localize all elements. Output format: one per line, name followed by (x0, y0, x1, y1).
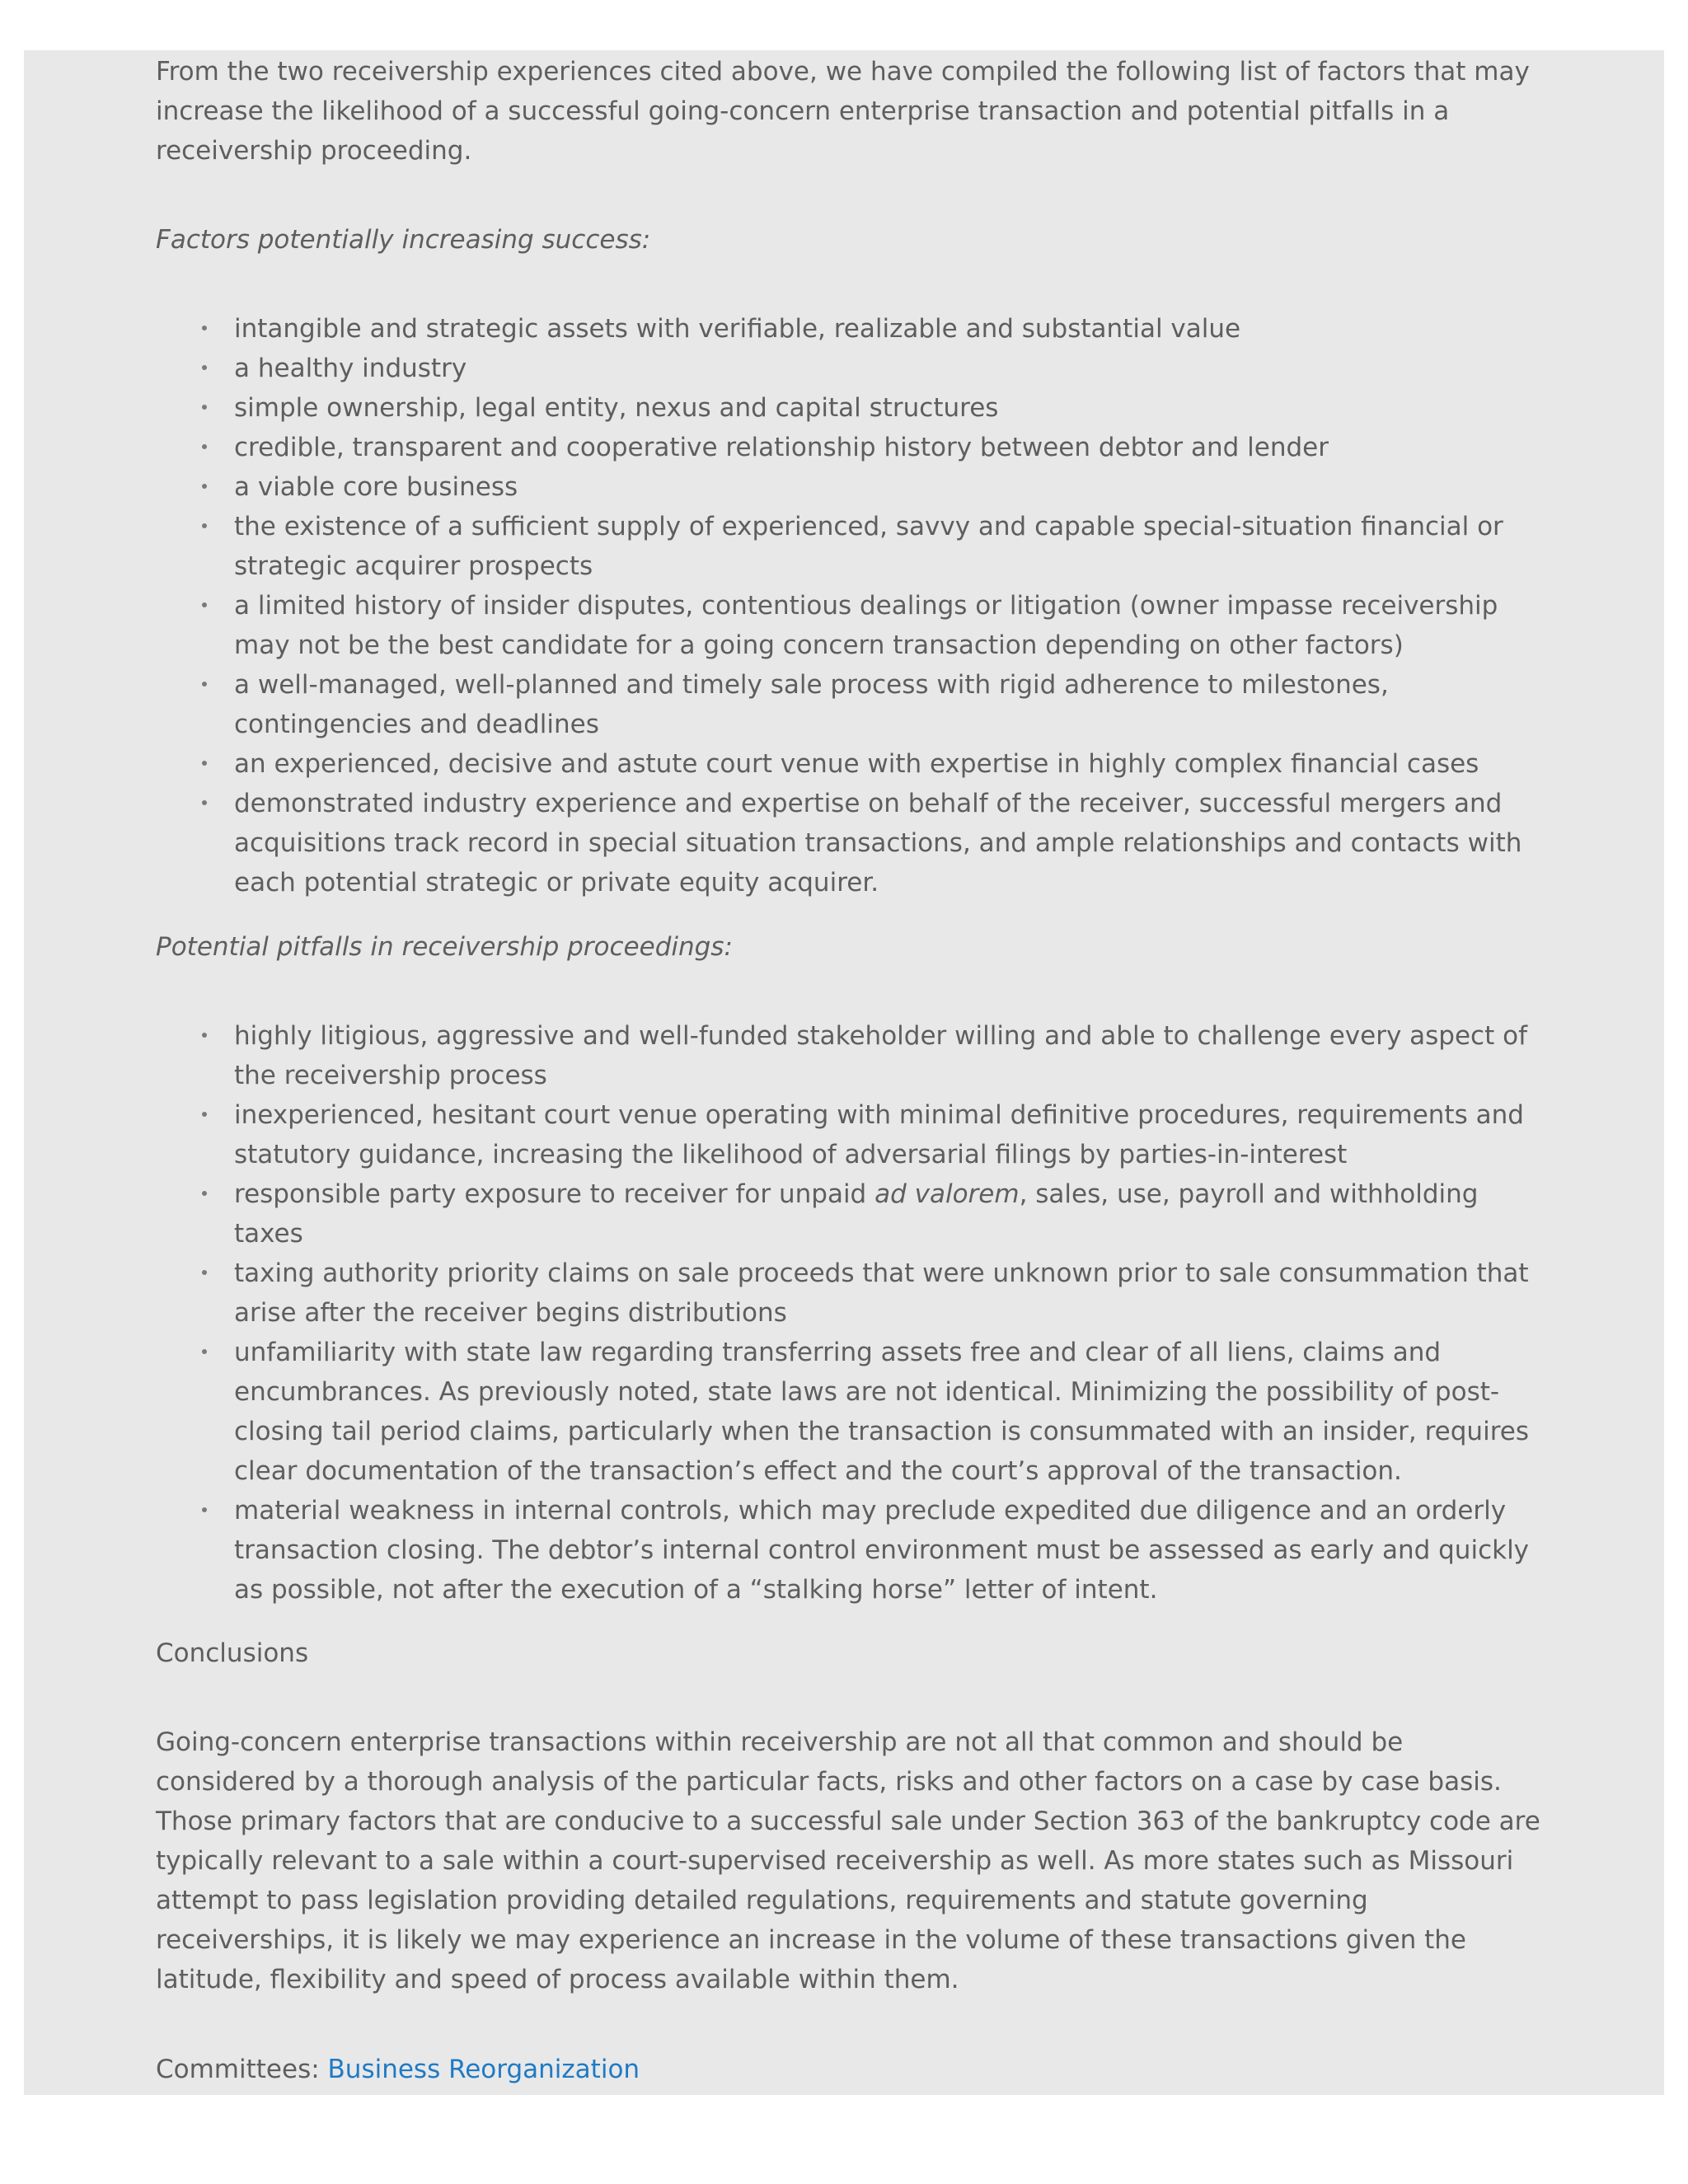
list-item: the existence of a sufficient supply of experienced, savvy and capable special-situation financial or strategic acquirer prospects (234, 507, 1540, 586)
bullet-icon (202, 523, 207, 528)
conclusions-heading: Conclusions (156, 1638, 309, 1668)
bullet-icon (202, 484, 207, 489)
article-body (156, 50, 1540, 2089)
bullet-icon (202, 1507, 207, 1512)
bullet-icon (202, 602, 207, 607)
bullet-icon (202, 365, 207, 370)
factors-list (156, 309, 1540, 902)
bullet-icon (202, 1191, 207, 1196)
committees-line (156, 2050, 1540, 2089)
list-item: a limited history of insider disputes, contentious dealings or litigation (owner impasse receivership may not be the best candidate for a going concern transaction depending on other factors) (234, 586, 1540, 665)
bullet-icon (202, 761, 207, 766)
pitfalls-heading: Potential pitfalls in receivership proceedings: (156, 932, 733, 962)
bullet-icon (202, 1349, 207, 1354)
factors-heading: Factors potentially increasing success: (156, 225, 651, 255)
bullet-icon (202, 1112, 207, 1117)
bullet-icon (202, 1033, 207, 1038)
list-item: unfamiliarity with state law regarding transferring assets free and clear of all liens, claims and encumbrances. As previously noted, state laws are not identical. Minimizing the possibility of post-closing tail period claims, particularly when the transaction is consummated with an insider, requires clear documentation of the transaction’s effect and the court’s approval of the transaction. (234, 1333, 1540, 1491)
list-item: a healthy industry (234, 349, 1540, 388)
emphasis-text: ad valorem (874, 1179, 1020, 1209)
committee-link-business-reorganization[interactable]: Business Reorganization (327, 2055, 640, 2084)
list-item: credible, transparent and cooperative relationship history between debtor and lender (234, 428, 1540, 467)
list-item: highly litigious, aggressive and well-funded stakeholder willing and able to challenge every aspect of the receivership process (234, 1016, 1540, 1095)
list-item: responsible party exposure to receiver for unpaid ad valorem, sales, use, payroll and withholding taxes (234, 1174, 1540, 1254)
list-item: demonstrated industry experience and expertise on behalf of the receiver, successful mergers and acquisitions track record in special situation transactions, and ample relationships and contacts with each potential strategic or private equity acquirer. (234, 784, 1540, 902)
list-item: taxing authority priority claims on sale proceeds that were unknown prior to sale consummation that arise after the receiver begins distributions (234, 1254, 1540, 1333)
list-item: material weakness in internal controls, which may preclude expedited due diligence and an orderly transaction closing. The debtor’s internal control environment must be assessed as early and quickly as possible, not after the execution of a “stalking horse” letter of intent. (234, 1491, 1540, 1610)
list-item: a well-managed, well-planned and timely sale process with rigid adherence to milestones, contingencies and deadlines (234, 665, 1540, 744)
list-item: inexperienced, hesitant court venue operating with minimal definitive procedures, requirements and statutory guidance, increasing the likelihood of adversarial filings by parties-in-interest (234, 1095, 1540, 1174)
intro-paragraph: From the two receivership experiences cited above, we have compiled the following list of factors that may increase the likelihood of a successful going-concern enterprise transaction and potential pitfalls in a receivership proceeding. (156, 57, 1530, 166)
list-item: an experienced, decisive and astute court venue with expertise in highly complex financial cases (234, 744, 1540, 784)
bullet-icon (202, 682, 207, 687)
pitfalls-list (156, 1016, 1540, 1610)
bullet-icon (202, 800, 207, 805)
list-item: a viable core business (234, 467, 1540, 507)
bullet-icon (202, 1270, 207, 1275)
list-item: intangible and strategic assets with verifiable, realizable and substantial value (234, 309, 1540, 349)
bullet-icon (202, 326, 207, 330)
bullet-icon (202, 444, 207, 449)
conclusions-paragraph: Going-concern enterprise transactions within receivership are not all that common and should be considered by a thorough analysis of the particular facts, risks and other factors on a case by case basis. Those primary factors that are conducive to a successful sale under Section 363 of the bankruptcy code are typically relevant to a sale within a court-supervised receivership as well. As more states such as Missouri attempt to pass legislation providing detailed regulations, requirements and statute governing receiverships, it is likely we may experience an increase in the volume of these transactions given the latitude, flexibility and speed of process available within them. (156, 1727, 1540, 1994)
list-item: simple ownership, legal entity, nexus and capital structures (234, 388, 1540, 428)
bullet-icon (202, 405, 207, 410)
committees-label: Committees: (156, 2055, 328, 2084)
